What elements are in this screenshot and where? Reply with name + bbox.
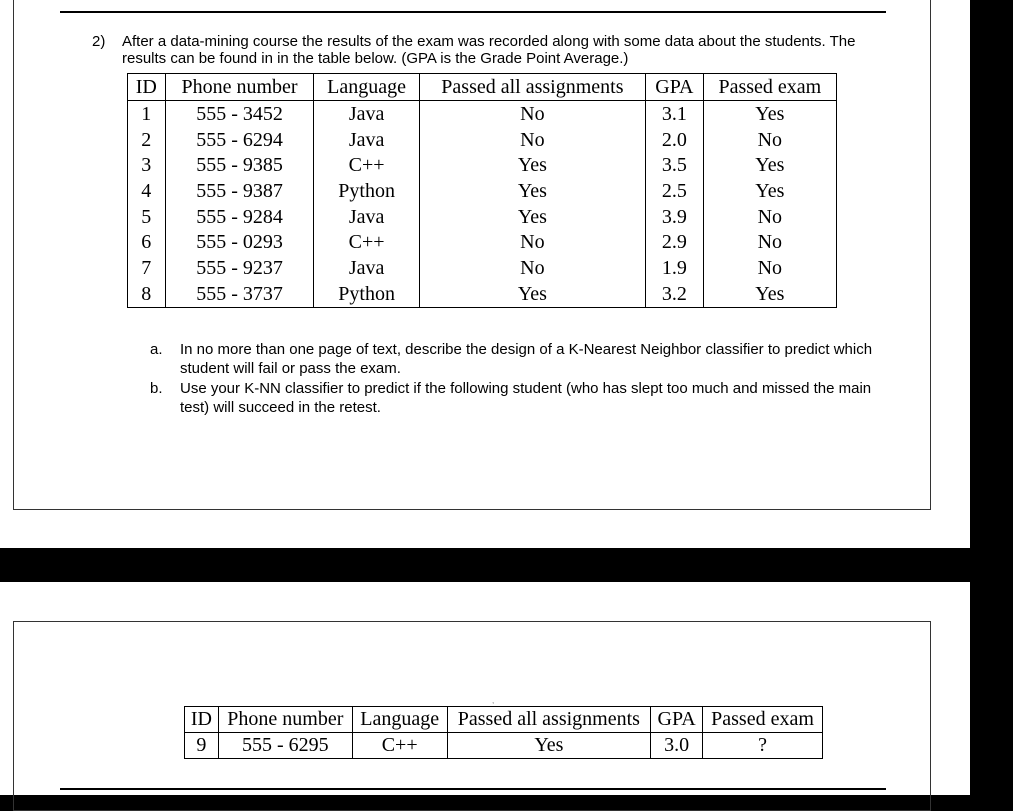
header-id: ID bbox=[185, 707, 219, 733]
cell-assignments: Yes bbox=[419, 281, 645, 307]
cell-phone: 555 - 6294 bbox=[165, 127, 314, 153]
cell-phone: 555 - 9387 bbox=[165, 178, 314, 204]
table-header-row bbox=[185, 707, 823, 733]
cell-language: Java bbox=[314, 101, 419, 127]
cell-phone: 555 - 0293 bbox=[165, 229, 314, 255]
table-row bbox=[128, 101, 837, 127]
subquestion-label: a. bbox=[150, 341, 163, 358]
header-passed-exam: Passed exam bbox=[703, 707, 823, 733]
cell-passed-exam: No bbox=[703, 229, 836, 255]
cell-id: 4 bbox=[128, 178, 166, 204]
cell-language: C++ bbox=[352, 733, 447, 759]
cell-phone: 555 - 9284 bbox=[165, 204, 314, 230]
header-language: Language bbox=[352, 707, 447, 733]
cell-id: 8 bbox=[128, 281, 166, 307]
cell-passed-exam: Yes bbox=[703, 152, 836, 178]
header-gpa: GPA bbox=[651, 707, 703, 733]
cell-assignments: No bbox=[419, 229, 645, 255]
cell-gpa: 2.0 bbox=[646, 127, 704, 153]
cell-gpa: 1.9 bbox=[646, 255, 704, 281]
header-language: Language bbox=[314, 74, 419, 101]
cell-assignments: Yes bbox=[419, 204, 645, 230]
cell-gpa: 3.2 bbox=[646, 281, 704, 307]
cell-passed-exam: ? bbox=[703, 733, 823, 759]
table-row bbox=[128, 229, 837, 255]
cell-assignments: Yes bbox=[419, 152, 645, 178]
page-2 bbox=[0, 582, 970, 795]
table-header-row bbox=[128, 74, 837, 101]
stray-mark: , bbox=[492, 696, 495, 705]
table-row bbox=[128, 281, 837, 307]
cell-passed-exam: Yes bbox=[703, 101, 836, 127]
table-row bbox=[128, 127, 837, 153]
subquestion-text: Use your K-NN classifier to predict if the following student (who has slept too much and missed the main test) will succeed in the retest. bbox=[180, 380, 872, 416]
cell-id: 6 bbox=[128, 229, 166, 255]
cell-assignments: No bbox=[419, 101, 645, 127]
cell-id: 7 bbox=[128, 255, 166, 281]
cell-gpa: 3.0 bbox=[651, 733, 703, 759]
cell-passed-exam: No bbox=[703, 127, 836, 153]
table-row bbox=[128, 152, 837, 178]
cell-language: C++ bbox=[314, 229, 419, 255]
cell-passed-exam: No bbox=[703, 255, 836, 281]
cell-language: Java bbox=[314, 204, 419, 230]
cell-language: Java bbox=[314, 255, 419, 281]
cell-gpa: 2.5 bbox=[646, 178, 704, 204]
cell-id: 2 bbox=[128, 127, 166, 153]
header-passed-exam: Passed exam bbox=[703, 74, 836, 101]
cell-phone: 555 - 3737 bbox=[165, 281, 314, 307]
cell-language: Python bbox=[314, 178, 419, 204]
header-id: ID bbox=[128, 74, 166, 101]
question-text: After a data-mining course the results of the exam was recorded along with some data about the students. The results can be found in in the table below. (GPA is the Grade Point Average.) bbox=[122, 33, 856, 67]
cell-phone: 555 - 9237 bbox=[165, 255, 314, 281]
cell-phone: 555 - 3452 bbox=[165, 101, 314, 127]
cell-language: Python bbox=[314, 281, 419, 307]
cell-id: 9 bbox=[185, 733, 219, 759]
new-student-table bbox=[184, 706, 823, 759]
cell-id: 5 bbox=[128, 204, 166, 230]
header-phone: Phone number bbox=[165, 74, 314, 101]
cell-gpa: 3.5 bbox=[646, 152, 704, 178]
header-assignments: Passed all assignments bbox=[419, 74, 645, 101]
cell-language: Java bbox=[314, 127, 419, 153]
bottom-rule bbox=[60, 788, 886, 790]
table-row bbox=[128, 255, 837, 281]
student-data-table bbox=[127, 73, 837, 308]
cell-language: C++ bbox=[314, 152, 419, 178]
table-row bbox=[185, 733, 823, 759]
cell-phone: 555 - 9385 bbox=[165, 152, 314, 178]
top-rule bbox=[60, 11, 886, 13]
cell-id: 1 bbox=[128, 101, 166, 127]
cell-phone: 555 - 6295 bbox=[218, 733, 352, 759]
table-row bbox=[128, 204, 837, 230]
cell-assignments: Yes bbox=[419, 178, 645, 204]
cell-assignments: No bbox=[419, 255, 645, 281]
cell-passed-exam: Yes bbox=[703, 178, 836, 204]
cell-passed-exam: No bbox=[703, 204, 836, 230]
table-row bbox=[128, 178, 837, 204]
subquestion-text: In no more than one page of text, describe the design of a K-Nearest Neighbor classifier to predict which student will fail or pass the exam. bbox=[180, 341, 873, 377]
header-phone: Phone number bbox=[218, 707, 352, 733]
header-assignments: Passed all assignments bbox=[447, 707, 651, 733]
cell-assignments: No bbox=[419, 127, 645, 153]
header-gpa: GPA bbox=[646, 74, 704, 101]
question-number: 2) bbox=[92, 33, 106, 50]
cell-gpa: 2.9 bbox=[646, 229, 704, 255]
cell-assignments: Yes bbox=[447, 733, 651, 759]
subquestion-label: b. bbox=[150, 380, 163, 397]
cell-gpa: 3.9 bbox=[646, 204, 704, 230]
cell-passed-exam: Yes bbox=[703, 281, 836, 307]
cell-gpa: 3.1 bbox=[646, 101, 704, 127]
cell-id: 3 bbox=[128, 152, 166, 178]
